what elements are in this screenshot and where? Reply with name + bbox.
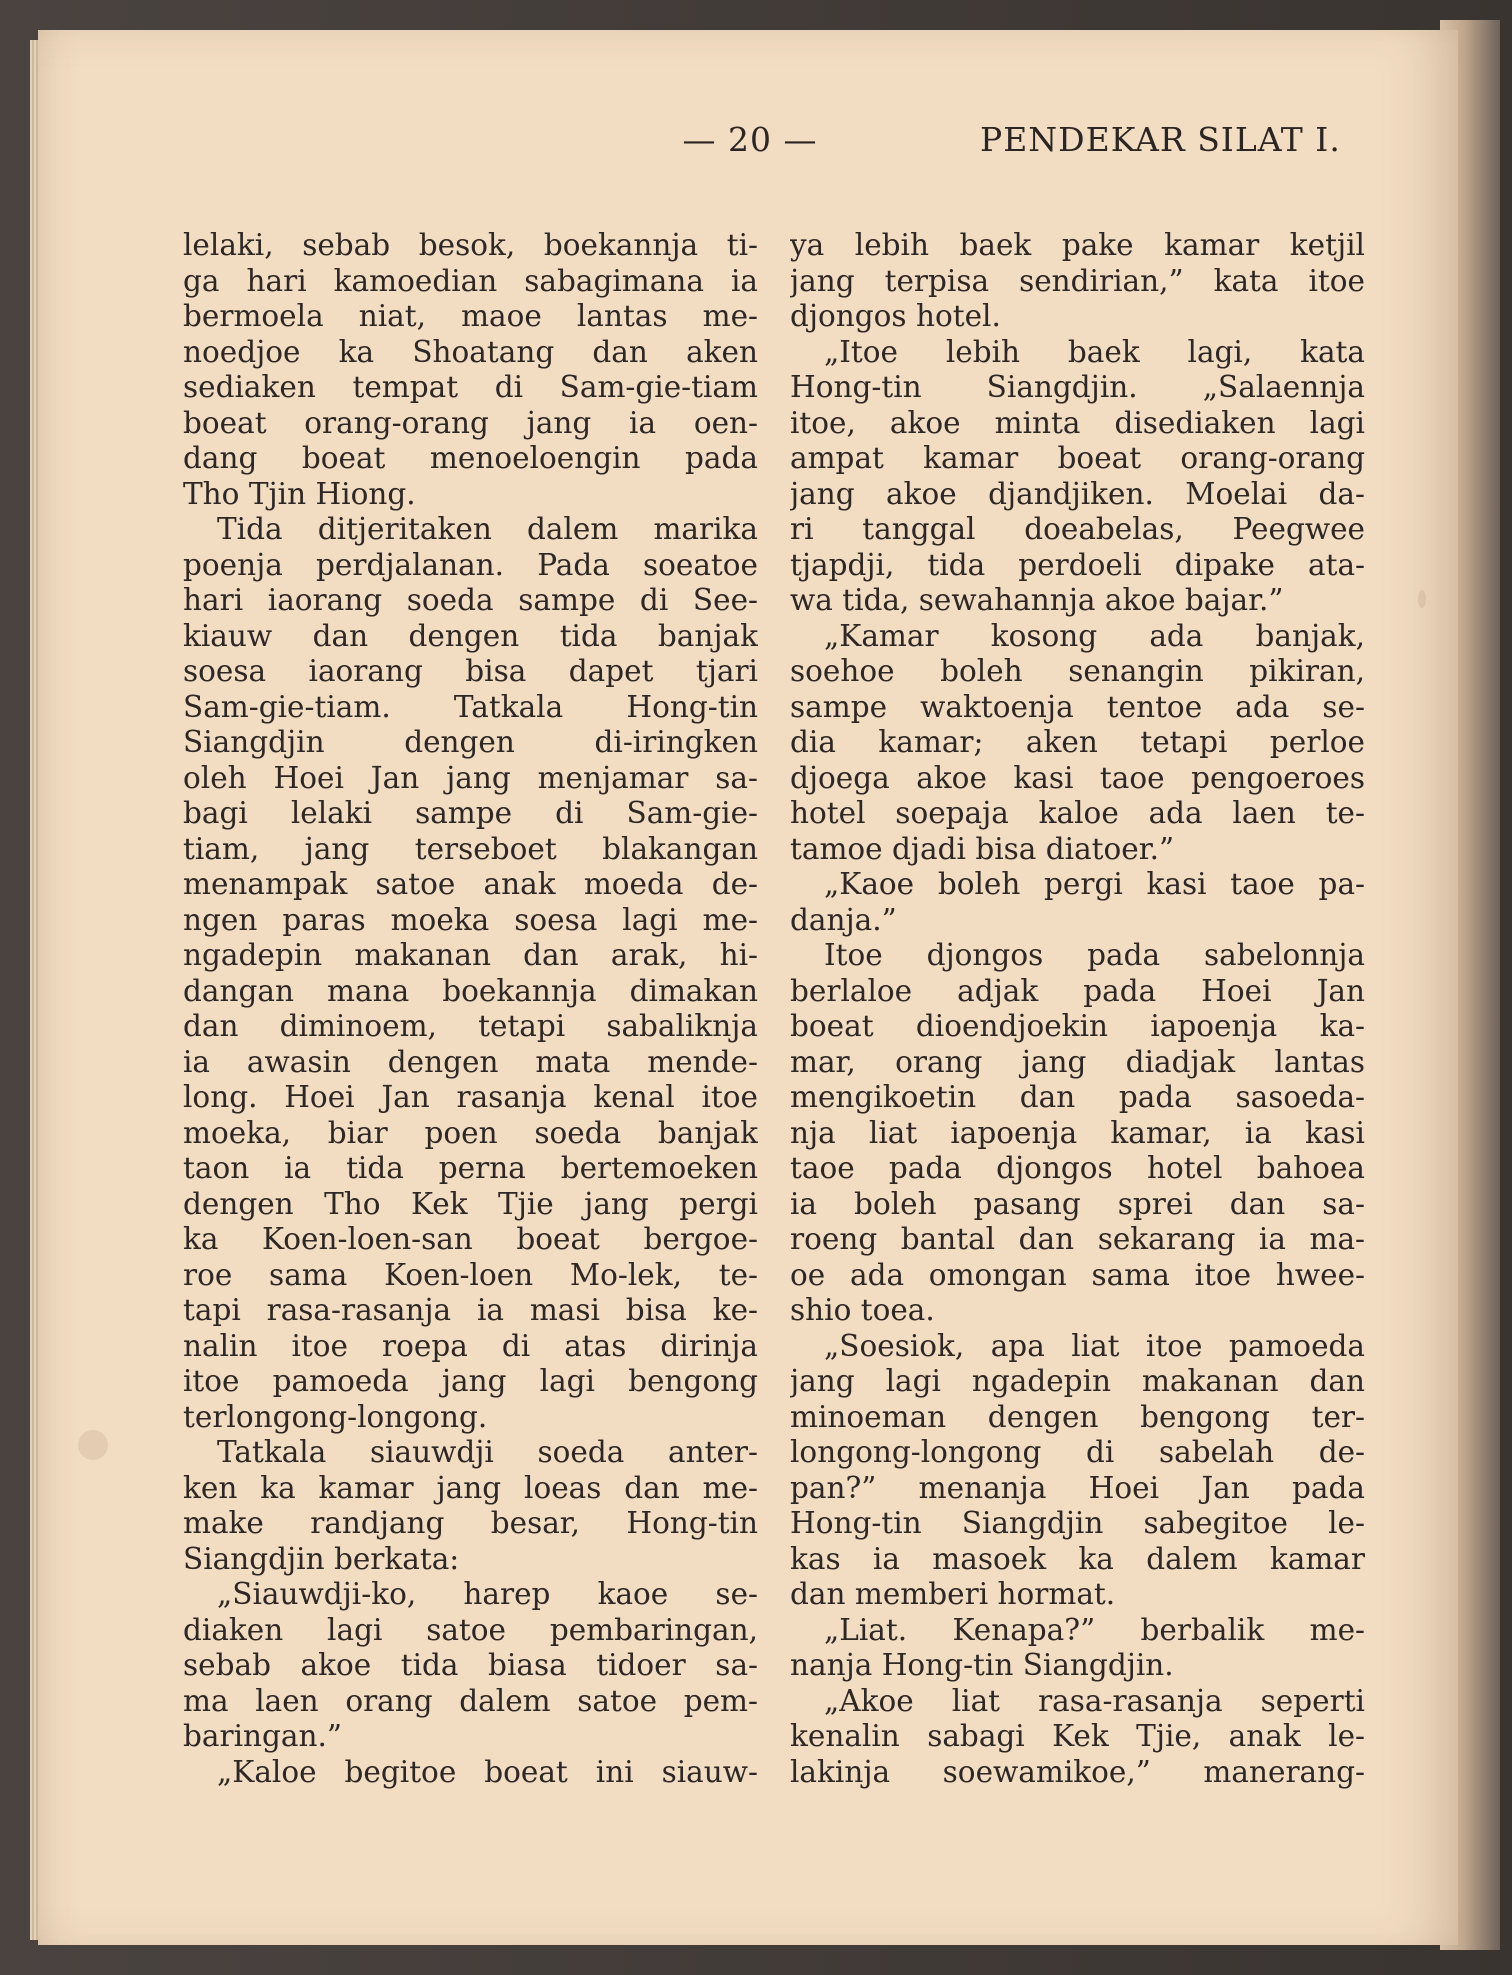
text-line: Tatkala siauwdji soeda anter- — [217, 1435, 758, 1469]
text-line: ka Koen-loen-san boeat bergoe- — [183, 1222, 758, 1256]
text-line: Tida ditjeritaken dalem marika — [217, 512, 758, 546]
text-line: poenja perdjalanan. Pada soeatoe — [183, 547, 758, 582]
text-line: oleh Hoei Jan jang menjamar sa- — [183, 760, 758, 795]
text-line: berlaloe adjak pada Hoei Jan — [790, 973, 1365, 1008]
text-line: jang akoe djandjiken. Moelai da- — [790, 476, 1365, 511]
text-line: long. Hoei Jan rasanja kenal itoe — [183, 1080, 758, 1114]
text-line: Hong-tin Siangdjin. „Salaennja — [790, 370, 1365, 404]
text-line: Itoe djongos pada sabelonnja — [824, 938, 1365, 972]
text-line: Tho Tjin Hiong. — [183, 476, 416, 511]
text-line: sebab akoe tida biasa tidoer sa- — [183, 1648, 758, 1682]
text-line: ri tanggal doeabelas, Peegwee — [790, 512, 1365, 546]
running-title: PENDEKAR SILAT I. — [980, 120, 1341, 159]
text-line: tiam, jang terseboet blakangan — [183, 831, 758, 866]
text-line: bagi lelaki sampe di Sam-gie- — [183, 796, 758, 830]
text-line: mar, orang jang diadjak lantas — [790, 1044, 1365, 1079]
text-line: lelaki, sebab besok, boekannja ti- — [183, 228, 758, 262]
text-line: djoega akoe kasi taoe pengoeroes — [790, 760, 1365, 795]
text-line: „Siauwdji-ko, harep kaoe se- — [217, 1577, 758, 1611]
text-line: „Itoe lebih baek lagi, kata — [824, 334, 1365, 369]
text-line: mengikoetin dan pada sasoeda- — [790, 1080, 1365, 1114]
text-line: ia awasin dengen mata mende- — [183, 1044, 758, 1079]
text-line: „Kaloe begitoe boeat ini siauw- — [217, 1754, 758, 1789]
text-line: taon ia tida perna bertemoeken — [183, 1151, 758, 1185]
text-line: lakinja soewamikoe,” manerang- — [790, 1754, 1365, 1789]
text-line: baringan.” — [183, 1719, 342, 1753]
text-line: dangan mana boekannja dimakan — [183, 973, 758, 1008]
text-line: roe sama Koen-loen Mo-lek, te- — [183, 1257, 758, 1292]
text-line: „Liat. Kenapa?” berbalik me- — [824, 1612, 1365, 1647]
text-line: ngen paras moeka soesa lagi me- — [183, 902, 758, 937]
text-line: boeat orang-orang jang ia oen- — [183, 405, 758, 440]
text-line: menampak satoe anak moeda de- — [183, 867, 758, 901]
text-line: jang lagi ngadepin makanan dan — [790, 1364, 1365, 1398]
text-line: ga hari kamoedian sabagimana ia — [183, 263, 758, 298]
text-line: sampe waktoenja tentoe ada se- — [790, 689, 1365, 724]
text-line: „Kaoe boleh pergi kasi taoe pa- — [824, 867, 1365, 901]
text-line: itoe, akoe minta disediaken lagi — [790, 405, 1365, 440]
text-line: boeat dioendjoekin iapoenja ka- — [790, 1009, 1365, 1043]
text-line: soehoe boleh senangin pikiran, — [790, 654, 1365, 688]
text-line: ma laen orang dalem satoe pem- — [183, 1683, 758, 1718]
page-number: — 20 — — [682, 120, 818, 159]
text-line: longong-longong di sabelah de- — [790, 1435, 1365, 1469]
text-line: kas ia masoek ka dalem kamar — [790, 1541, 1365, 1576]
text-line: pan?” menanja Hoei Jan pada — [790, 1470, 1365, 1505]
text-line: jang terpisa sendirian,” kata itoe — [790, 263, 1365, 298]
text-line: wa tida, sewahannja akoe bajar.” — [790, 583, 1284, 617]
text-line: Siangdjin dengen di-iringken — [183, 725, 758, 759]
text-line: kiauw dan dengen tida banjak — [183, 618, 758, 653]
paper-spot — [1418, 590, 1426, 608]
text-line: oe ada omongan sama itoe hwee- — [790, 1257, 1365, 1292]
text-line: ken ka kamar jang loeas dan me- — [183, 1470, 758, 1505]
text-line: Hong-tin Siangdjin sabegitoe le- — [790, 1506, 1365, 1540]
text-line: tjapdji, tida perdoeli dipake ata- — [790, 547, 1365, 582]
text-line: ya lebih baek pake kamar ketjil — [790, 228, 1365, 262]
text-line: „Soesiok, apa liat itoe pamoeda — [824, 1328, 1365, 1363]
text-line: diaken lagi satoe pembaringan, — [183, 1612, 758, 1647]
text-line: taoe pada djongos hotel bahoea — [790, 1151, 1365, 1185]
text-line: ngadepin makanan dan arak, hi- — [183, 938, 758, 972]
text-line: minoeman dengen bengong ter- — [790, 1399, 1365, 1434]
text-line: nja liat iapoenja kamar, ia kasi — [790, 1115, 1365, 1150]
text-line: terlongong-longong. — [183, 1399, 488, 1434]
text-line: kenalin sabagi Kek Tjie, anak le- — [790, 1719, 1365, 1753]
paper-spot — [78, 1430, 108, 1460]
text-line: soesa iaorang bisa dapet tjari — [183, 654, 758, 688]
text-line: shio toea. — [790, 1293, 935, 1327]
text-line: roeng bantal dan sekarang ia ma- — [790, 1222, 1365, 1256]
text-line: tapi rasa-rasanja ia masi bisa ke- — [183, 1293, 758, 1327]
text-line: dan diminoem, tetapi sabaliknja — [183, 1009, 758, 1043]
text-line: dia kamar; aken tetapi perloe — [790, 725, 1365, 759]
text-line: sediaken tempat di Sam-gie-tiam — [183, 370, 758, 404]
text-line: dang boeat menoeloengin pada — [183, 441, 758, 475]
text-line: noedjoe ka Shoatang dan aken — [183, 334, 758, 369]
text-line: tamoe djadi bisa diatoer.” — [790, 831, 1175, 866]
text-line: ia boleh pasang sprei dan sa- — [790, 1186, 1365, 1221]
text-line: Sam-gie-tiam. Tatkala Hong-tin — [183, 689, 758, 724]
text-line: Siangdjin berkata: — [183, 1541, 460, 1576]
text-column-left — [183, 228, 758, 1790]
text-line: danja.” — [790, 902, 897, 937]
text-line: „Akoe liat rasa-rasanja seperti — [824, 1683, 1365, 1718]
text-line: hari iaorang soeda sampe di See- — [183, 583, 758, 617]
text-line: dengen Tho Kek Tjie jang pergi — [183, 1186, 758, 1221]
text-line: „Kamar kosong ada banjak, — [824, 618, 1365, 653]
text-column-right — [790, 228, 1365, 1790]
text-line: nalin itoe roepa di atas dirinja — [183, 1328, 758, 1363]
text-line: bermoela niat, maoe lantas me- — [183, 299, 758, 333]
text-line: djongos hotel. — [790, 299, 1001, 333]
text-line: ampat kamar boeat orang-orang — [790, 441, 1365, 475]
text-line: nanja Hong-tin Siangdjin. — [790, 1648, 1174, 1682]
text-line: make randjang besar, Hong-tin — [183, 1506, 758, 1540]
page-header — [0, 120, 1512, 170]
text-line: moeka, biar poen soeda banjak — [183, 1115, 758, 1150]
text-line: itoe pamoeda jang lagi bengong — [183, 1364, 758, 1398]
text-line: hotel soepaja kaloe ada laen te- — [790, 796, 1365, 830]
text-line: dan memberi hormat. — [790, 1577, 1116, 1611]
